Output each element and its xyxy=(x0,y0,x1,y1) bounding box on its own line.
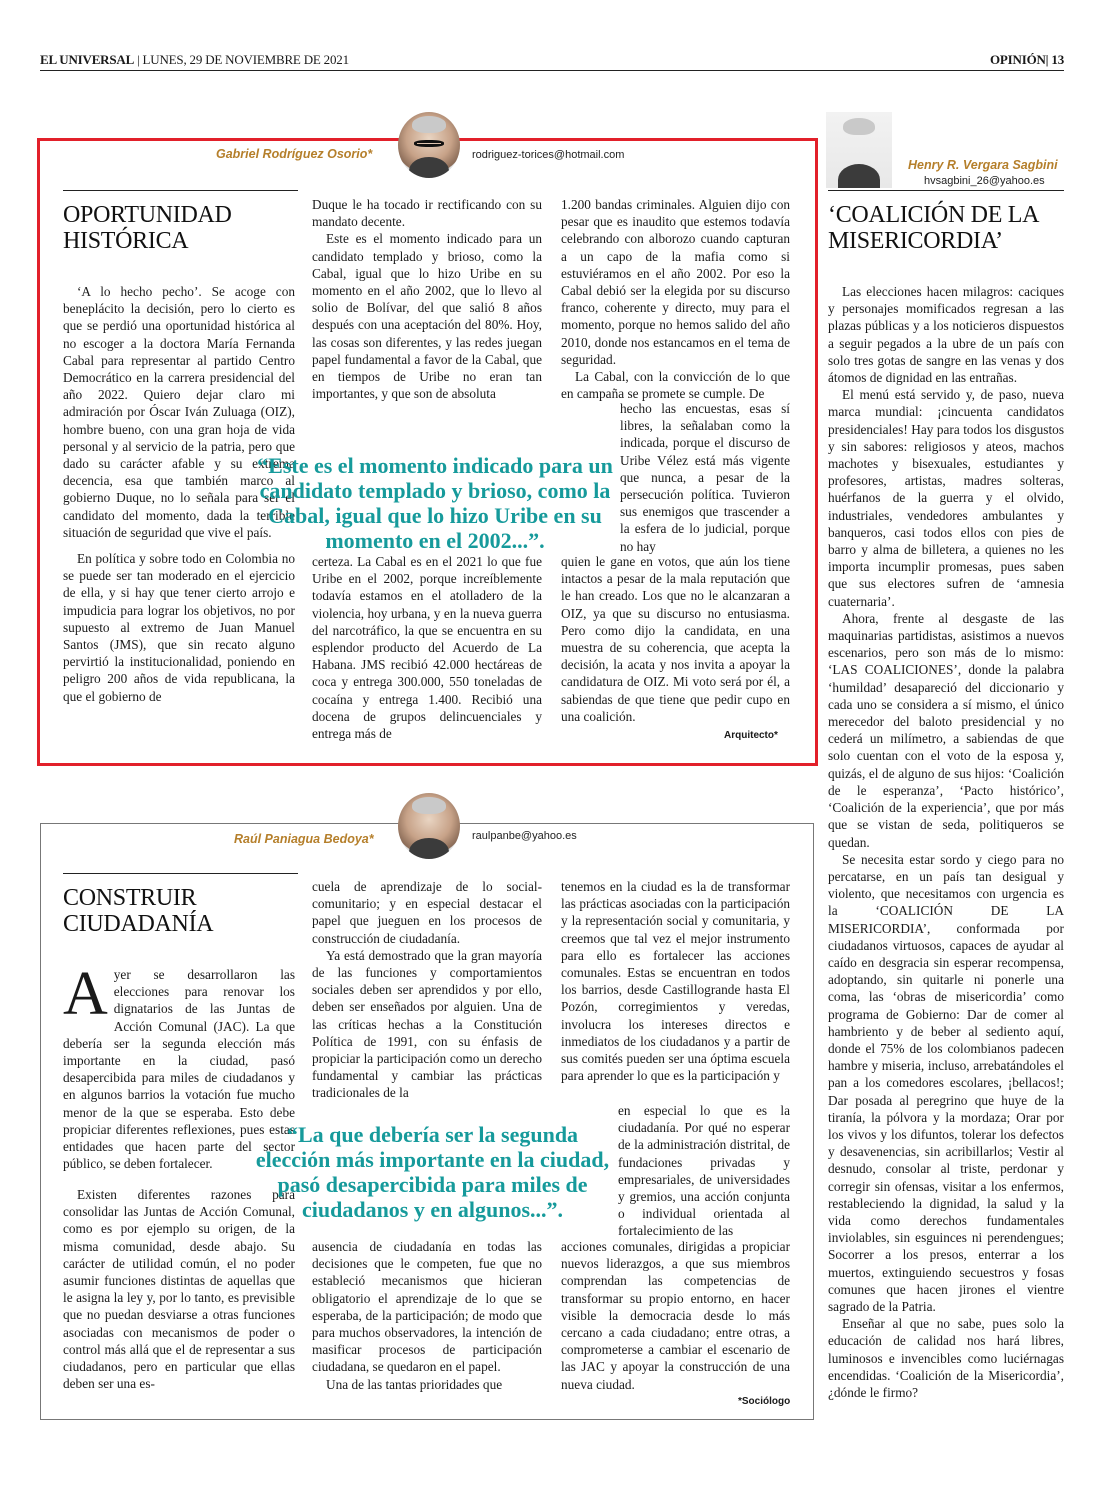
p: tenemos en la ciudad es la de transformar las prácticas asociadas con la participación y la representación social y comunitaria, y creemos que tal vez el mejor instrumento para ello es fortalecer las acciones comunales. Estas se encuentran en todos los barrios, desde Castillogrande hasta El Pozón, corregimientos y veredas, involucra los intereses directos e inmediatos de los ciudadanos y a partir de sus comités pueden ser una óptima escuela para aprender lo que es la participación y xyxy=(561,879,790,1084)
rule xyxy=(63,873,298,874)
p: Las elecciones hacen milagros: caciques y personajes momificados regresan a las plazas públicas y a los noticieros dispuestos a seguir pegados a la ubre de un país con solo tres gotas de sangre en las venas y dos átomos de dignidad en las entrañas. xyxy=(828,284,1064,386)
p: Duque le ha tocado ir rectificando con su mandato decente. xyxy=(312,197,542,230)
p: Ya está demostrado que la gran mayoría de las funciones y comportamientos sociales deben ser aprendidos y por ello, deben ser enseñados por alguien. Una de las críticas hechas a la Constitución Política de 1991, con su énfasis de propiciar la participación como un derecho fundamental y cambiar las prácticas tradicionales de la xyxy=(312,947,542,1101)
article2-body xyxy=(828,283,1064,1401)
article1-col3b xyxy=(620,400,790,555)
p: Se necesita estar sordo y ciego para no percatarse, en un país tan desigual y violento, que necesitamos con urgencia es la ‘COALICIÓN DE LA MISERICORDIA’, conformada por ciudadanos virtuosos, capaces de ayudar al caído en desgracia sin esperar recompensa, adoptando, sin quitarle ni ponerle una coma, las ‘obras de misericordia’ como programa de Gobierno: Dar de comer al hambriento y de beber al sediento aquí, donde el 75% de los colombianos padecen hambre y miseria, incluso, arrebatándoles el pan a los comedores escolares, ¡bellacos!; Dar posada al peregrino que huye de la tiranía, la pólvora y la mordaza; Orar por los vivos y los difuntos, tolerar los defectos y desavenencias, sin acribillarlos; Vestir al desnudo, consolar al triste, perdonar y corregir sin ofensas, visitar a los enfermos, restableciendo la dignidad, la salud y la vida como derechos fundamentales inviolables, sin esguinces ni perendengues; Socorrer a los presos, enterrar a los muertos, extinguiendo secuestros y fosas comunes que hacen jirones el vientre sagrado de la Patria. xyxy=(828,851,1064,1314)
headline-2: ‘COALICIÓN DE LA MISERICORDIA’ xyxy=(828,202,1038,254)
email-2: hvsagbini_26@yahoo.es xyxy=(924,175,1045,187)
p: quien le gane en votos, que aún los tiene intactos a pesar de la mala reputación que le han creado. Los que no le alcanzaran a OIZ, ya que su discurso no entusiasma. Pero como dijo la candidata, en una muestra de su coherencia, que acepta la decisión, la acata y nos invita a apoyar la candidatura de OIZ. Mi voto será por él, a sabiendas de que tiene que pedir cupo en una coalición. xyxy=(561,554,790,724)
article3-col2b xyxy=(312,1238,542,1393)
email-1: rodriguez-torices@hotmail.com xyxy=(472,149,625,161)
email-3: raulpanbe@yahoo.es xyxy=(472,830,577,842)
credit-1: Arquitecto* xyxy=(724,730,778,741)
author-photo-1 xyxy=(398,112,460,178)
headline-3: CONSTRUIR CIUDADANÍA xyxy=(63,885,214,937)
section-page: OPINIÓN| 13 xyxy=(990,52,1064,67)
pullquote-3: “La que debería ser la segunda elección más importante en la ciudad, pasó desapercibida para miles de ciudadanos y en algunos...”. xyxy=(255,1122,610,1222)
p: Existen diferentes razones para consolidar las Juntas de Acción Comunal, como es por ejemplo su origen, de la misma comunidad, desde abajo. Su carácter de utilidad común, el no poder asumir funciones distintas de aquellas que le asigna la ley y, por lo tanto, es previsible que no puedan desviarse a otras funciones asociadas con mecanismos de poder o control más allá que el de representar a sus ciudadanos, pero en particular que ellas deben ser una es- xyxy=(63,1187,295,1392)
p: cuela de aprendizaje de lo social-comunitario; y en especial destacar el papel que jueguen en los procesos de construcción de ciudadanía. xyxy=(312,879,542,946)
byline-2: Henry R. Vergara Sagbini xyxy=(908,158,1058,172)
p: ‘A lo hecho pecho’. Se acoge con beneplácito la decisión, pero lo cierto es que se perdió una oportunidad histórica al no escoger a la doctora María Fernanda Cabal para representar al partido Centro Democrático en la carrera presidencial del año 2022. Quiero dejar claro mi admiración por Óscar Iván Zuluaga (OIZ), hombre bueno, con una gran hoja de vida personal y al servicio de la patria, pero que dado su carácter afable y su extrema decencia, esa que también marco al gobierno Duque, no lo señala para ser el candidato del momento, dada la terrible situación de seguridad que vive el país. xyxy=(63,284,295,540)
rule xyxy=(63,190,298,191)
paper-name: EL UNIVERSAL xyxy=(40,52,135,67)
date: | LUNES, 29 DE NOVIEMBRE DE 2021 xyxy=(137,52,349,67)
article1-col3c xyxy=(561,553,790,725)
rule xyxy=(828,190,1064,191)
article3-col3c xyxy=(561,1238,790,1393)
p: Ahora, frente al desgaste de las maquinarias partidistas, asistimos a nuevos escenarios, pero son más de lo mismo: ‘LAS COALICIONES’, donde la palabra ‘humildad’ desapareció del diccionario y cada uno se considera a sí mismo, el único merecedor del baloto presidencial y no cederá un milímetro, a sabiendas de que solo cuentan con el voto de la esposa y, quizás, el de alguno de sus hijos: ‘Coalición de le esperanza’, ‘Pacto histórico’, ‘Coalición de la experiencia’, que por más que se vistan de seda, politiqueros se quedan. xyxy=(828,610,1064,850)
p: hecho las encuestas, esas sí libres, la señalaban como la indicada, porque el discurso de Uribe Vélez está más vigente que nunca, a pesar de la persecución política. Tuvieron sus enemigos que trascender a la esfera de lo judicial, porque no hay xyxy=(620,401,790,554)
article3-col2a xyxy=(312,878,542,1102)
article1-col2b xyxy=(312,553,542,742)
byline-1: Gabriel Rodríguez Osorio* xyxy=(216,147,373,161)
p: 1.200 bandas criminales. Alguien dijo con pesar que es inaudito que estemos todavía celebrando con alborozo cuando capturan a un capo de la mafia como si estuviéramos en el año 2002. Por eso la Cabal debió ser la elegida por su discurso franco, coherente y directo, muy para el momento, porque no hemos salido del año 2010, donde nos estancamos en el tema de seguridad. xyxy=(561,197,790,367)
article3-col3b xyxy=(618,1102,790,1240)
p: Este es el momento indicado para un candidato templado y brioso, como la Cabal, igual que lo hizo Uribe en su momento en el año 2002, que lo llevo al solio de Bolívar, del que salió 8 años después con una aceptación del 80%. Hoy, las cosas son diferentes, y las redes juegan papel fundamental a favor de la Cabal, que en tiempos de Uribe no eran tan importantes, y que son de absoluta xyxy=(312,231,542,402)
masthead xyxy=(40,52,1064,71)
headline-1: OPORTUNIDAD HISTÓRICA xyxy=(63,202,232,254)
masthead-left xyxy=(40,52,349,68)
pullquote-1: “Este es el momento indicado para un candidato templado y brioso, como la Cabal, igual que lo hizo Uribe en su momento en el 2002...”. xyxy=(257,453,613,553)
dropcap: A xyxy=(63,960,108,1028)
p-text: yer se desarrollaron las elecciones para renovar los dignatarios de las Juntas de Acción Comunal (JAC). La que debería ser la segunda elección más importante en la ciudad, pasó desapercibida para miles de ciudadanos y en algunos barrios la votación fue mucho menor de la que se esperaba. Esto debe propiciar diferentes reflexiones, pues estas entidades que hacen parte del sector público, se deben fortalecer. xyxy=(63,967,295,1172)
p: certeza. La Cabal es en el 2021 lo que fue Uribe en el 2002, porque increíblemente todavía estamos en el atolladero de la violencia, hoy urbana, y en la nueva guerra del narcotráfico, la que se encuentra en su esplendor producto del Acuerdo de La Habana. JMS recibió 42.000 hectáreas de coca y entrega 300.000, 550 toneladas de cocaína y entrega 1.400. Recibió una docena de grupos delincuenciales y entrega más de xyxy=(312,554,542,742)
p: Una de las tantas prioridades que xyxy=(326,1376,503,1392)
credit-3: *Sociólogo xyxy=(738,1396,791,1407)
p: El menú está servido y, de paso, nueva marca mundial: ¡cincuenta candidatos presidenciales! Hay para todos los disgustos y sin sabores: religiosos y ateos, machos machotes y bisexuales, estudiantes y profesores, artistas, madres solteras, huérfanos de la guerra y el olvido, industriales, vendedores ambulantes y banqueros, casi todos ellos con pies de barro y alma de billetera, a quienes no les importa incumplir promesas, pues saben que sus electores sufren de ‘amnesia cuaternaria’. xyxy=(828,387,1064,609)
p: En política y sobre todo en Colombia no se puede ser tan moderado en el ejercicio de ella, y si hay que tener cierto arrojo e impudicia para lograr los objetivos, no por supuesto al extremo de Juan Manuel Santos (JMS), que sin recato alguno pervirtió la institucionalidad, poniendo en peligro 200 años de vida republicana, la que el gobierno de xyxy=(63,551,295,704)
article1-col2a xyxy=(312,196,542,402)
author-photo-3 xyxy=(398,793,460,859)
p: acciones comunales, dirigidas a propiciar nuevos liderazgos, a que sus miembros comprendan las competencias de transformar su propio entorno, en hacer visible la democracia desde lo más cercano a cada ciudadano; entre otras, a comprometerse a cambiar el escenario de las JAC y apoyar la construcción de una nueva ciudad. xyxy=(561,1239,790,1392)
article3-col3a xyxy=(561,878,790,1084)
p: en especial lo que es la ciudadanía. Por qué no esperar de la administración distrital, de fundaciones privadas y empresariales, de universidades y gremios, una acción conjunta o individual orientada al fortalecimiento de las xyxy=(618,1103,790,1239)
p: La Cabal, con la convicción de lo que en campaña se promete se cumple. De xyxy=(561,369,790,402)
article1-col3a xyxy=(561,196,790,402)
byline-3: Raúl Paniagua Bedoya* xyxy=(234,832,374,846)
p: ausencia de ciudadanía en todas las decisiones que le competen, fue que no estableció mecanismos que hicieran obligatorio el aprendizaje de lo que se esperaba, de la participación; de modo que para muchos observadores, la intención de masificar procesos de participación ciudadana, se quedaron en el papel. xyxy=(312,1239,542,1375)
p: Enseñar al que no sabe, pues solo la educación de calidad nos hará libres, luminosos e invencibles como luciérnagas encendidas. ‘Coalición de la Misericordia’, ¿dónde le firmo? xyxy=(828,1316,1064,1400)
author-photo-2 xyxy=(826,112,892,188)
